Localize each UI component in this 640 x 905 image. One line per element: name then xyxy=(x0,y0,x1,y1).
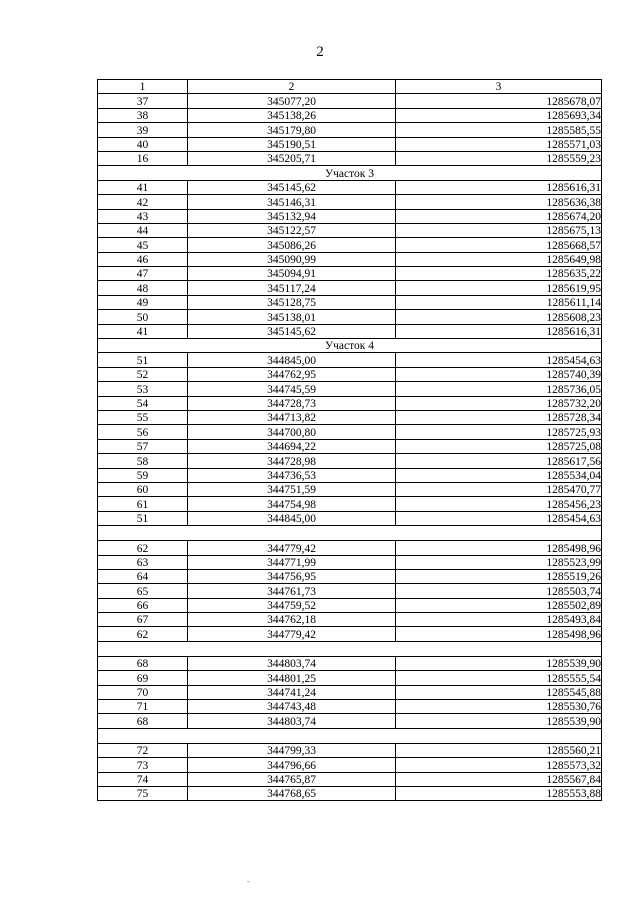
coordinate-x: 345145,62 xyxy=(188,180,396,194)
coordinate-x: 344803,74 xyxy=(188,656,396,670)
point-number: 53 xyxy=(98,382,188,396)
point-number: 46 xyxy=(98,252,188,266)
table-row xyxy=(98,367,602,381)
table-row xyxy=(98,541,602,555)
coordinate-y: 1285456,23 xyxy=(396,497,602,511)
table-row xyxy=(98,671,602,685)
coordinate-x: 344728,98 xyxy=(188,454,396,468)
point-number: 38 xyxy=(98,108,188,122)
coordinate-y: 1285635,22 xyxy=(396,267,602,281)
point-number: 49 xyxy=(98,295,188,309)
blank-row xyxy=(98,526,602,541)
coordinate-x: 345094,91 xyxy=(188,267,396,281)
coordinate-x: 345179,80 xyxy=(188,123,396,137)
coordinate-y: 1285555,54 xyxy=(396,671,602,685)
page-number: 2 xyxy=(316,44,324,60)
point-number: 74 xyxy=(98,772,188,786)
coordinate-y: 1285725,93 xyxy=(396,425,602,439)
table-row xyxy=(98,555,602,569)
table-row xyxy=(98,454,602,468)
coordinate-x: 345077,20 xyxy=(188,94,396,108)
table-row xyxy=(98,656,602,670)
coordinate-y: 1285573,32 xyxy=(396,758,602,772)
coordinate-x: 344745,59 xyxy=(188,382,396,396)
blank-cell xyxy=(98,526,602,541)
coordinate-x: 344759,52 xyxy=(188,598,396,612)
point-number: 43 xyxy=(98,209,188,223)
point-number: 48 xyxy=(98,281,188,295)
section-row xyxy=(98,166,602,180)
coordinate-y: 1285502,89 xyxy=(396,598,602,612)
point-number: 52 xyxy=(98,367,188,381)
point-number: 71 xyxy=(98,700,188,714)
coordinate-y: 1285454,63 xyxy=(396,511,602,525)
coordinate-x: 344762,95 xyxy=(188,367,396,381)
table-row xyxy=(98,281,602,295)
coordinate-x: 345138,26 xyxy=(188,108,396,122)
table-row xyxy=(98,180,602,194)
coordinate-y: 1285636,38 xyxy=(396,195,602,209)
coordinate-y: 1285740,39 xyxy=(396,367,602,381)
point-number: 45 xyxy=(98,238,188,252)
table-row xyxy=(98,758,602,772)
coordinate-y: 1285674,20 xyxy=(396,209,602,223)
coordinate-y: 1285539,90 xyxy=(396,714,602,728)
table-row xyxy=(98,511,602,525)
point-number: 75 xyxy=(98,786,188,800)
header-col-1: 1 xyxy=(98,80,188,94)
table-row xyxy=(98,482,602,496)
coordinate-y: 1285725,08 xyxy=(396,439,602,453)
coordinate-x: 345122,57 xyxy=(188,223,396,237)
point-number: 59 xyxy=(98,468,188,482)
coordinate-y: 1285498,96 xyxy=(396,627,602,641)
coordinate-x: 344845,00 xyxy=(188,353,396,367)
coordinate-y: 1285668,57 xyxy=(396,238,602,252)
coordinate-x: 344765,87 xyxy=(188,772,396,786)
point-number: 65 xyxy=(98,584,188,598)
blank-row xyxy=(98,641,602,656)
point-number: 41 xyxy=(98,324,188,338)
table-row xyxy=(98,252,602,266)
point-number: 37 xyxy=(98,94,188,108)
coordinate-y: 1285539,90 xyxy=(396,656,602,670)
coordinate-y: 1285693,34 xyxy=(396,108,602,122)
table-row xyxy=(98,353,602,367)
section-label: Участок 3 xyxy=(98,166,602,180)
coordinate-x: 344779,42 xyxy=(188,541,396,555)
point-number: 73 xyxy=(98,758,188,772)
coordinate-y: 1285519,26 xyxy=(396,569,602,583)
point-number: 54 xyxy=(98,396,188,410)
point-number: 44 xyxy=(98,223,188,237)
table-row xyxy=(98,425,602,439)
blank-cell xyxy=(98,641,602,656)
point-number: 62 xyxy=(98,627,188,641)
coordinate-x: 344700,80 xyxy=(188,425,396,439)
point-number: 68 xyxy=(98,656,188,670)
coordinate-x: 344761,73 xyxy=(188,584,396,598)
point-number: 56 xyxy=(98,425,188,439)
table-row xyxy=(98,123,602,137)
point-number: 57 xyxy=(98,439,188,453)
point-number: 68 xyxy=(98,714,188,728)
coordinate-y: 1285649,98 xyxy=(396,252,602,266)
table-row xyxy=(98,238,602,252)
coordinate-x: 344768,65 xyxy=(188,786,396,800)
point-number: 50 xyxy=(98,310,188,324)
coordinates-table xyxy=(97,79,602,801)
table-row xyxy=(98,439,602,453)
coordinate-y: 1285619,95 xyxy=(396,281,602,295)
point-number: 39 xyxy=(98,123,188,137)
table-row xyxy=(98,94,602,108)
table-row xyxy=(98,195,602,209)
coordinate-y: 1285585,55 xyxy=(396,123,602,137)
point-number: 55 xyxy=(98,410,188,424)
table-row xyxy=(98,108,602,122)
coordinate-x: 344803,74 xyxy=(188,714,396,728)
table-row xyxy=(98,743,602,757)
table-header xyxy=(98,80,602,94)
point-number: 41 xyxy=(98,180,188,194)
coordinate-y: 1285678,07 xyxy=(396,94,602,108)
point-number: 70 xyxy=(98,685,188,699)
coordinate-x: 344736,53 xyxy=(188,468,396,482)
point-number: 72 xyxy=(98,743,188,757)
table-row xyxy=(98,468,602,482)
point-number: 60 xyxy=(98,482,188,496)
coordinate-x: 345086,26 xyxy=(188,238,396,252)
coordinate-x: 345190,51 xyxy=(188,137,396,151)
coordinate-x: 345205,71 xyxy=(188,151,396,165)
coordinate-x: 345145,62 xyxy=(188,324,396,338)
table-row xyxy=(98,584,602,598)
point-number: 63 xyxy=(98,555,188,569)
coordinate-x: 345138,01 xyxy=(188,310,396,324)
coordinate-y: 1285675,13 xyxy=(396,223,602,237)
table-row xyxy=(98,700,602,714)
section-label: Участок 4 xyxy=(98,339,602,353)
coordinate-x: 344754,98 xyxy=(188,497,396,511)
point-number: 16 xyxy=(98,151,188,165)
coordinate-x: 345117,24 xyxy=(188,281,396,295)
coordinate-y: 1285608,23 xyxy=(396,310,602,324)
coordinate-y: 1285530,76 xyxy=(396,700,602,714)
coordinate-x: 344801,25 xyxy=(188,671,396,685)
coordinate-x: 344751,59 xyxy=(188,482,396,496)
table-row xyxy=(98,685,602,699)
point-number: 69 xyxy=(98,671,188,685)
section-row xyxy=(98,339,602,353)
table-row xyxy=(98,295,602,309)
coordinate-x: 345090,99 xyxy=(188,252,396,266)
coordinate-x: 344762,18 xyxy=(188,613,396,627)
coordinate-x: 345132,94 xyxy=(188,209,396,223)
point-number: 40 xyxy=(98,137,188,151)
coordinate-x: 344694,22 xyxy=(188,439,396,453)
table-row xyxy=(98,396,602,410)
table-row xyxy=(98,410,602,424)
point-number: 47 xyxy=(98,267,188,281)
coordinate-y: 1285498,96 xyxy=(396,541,602,555)
coordinate-y: 1285534,04 xyxy=(396,468,602,482)
point-number: 42 xyxy=(98,195,188,209)
coordinate-x: 344771,99 xyxy=(188,555,396,569)
coordinate-y: 1285454,63 xyxy=(396,353,602,367)
coordinate-x: 344796,66 xyxy=(188,758,396,772)
table-row xyxy=(98,569,602,583)
coordinate-x: 344845,00 xyxy=(188,511,396,525)
table-row xyxy=(98,627,602,641)
table-row xyxy=(98,310,602,324)
point-number: 64 xyxy=(98,569,188,583)
table-row xyxy=(98,137,602,151)
coordinate-x: 345146,31 xyxy=(188,195,396,209)
coordinate-y: 1285523,99 xyxy=(396,555,602,569)
coordinate-y: 1285559,23 xyxy=(396,151,602,165)
point-number: 61 xyxy=(98,497,188,511)
point-number: 58 xyxy=(98,454,188,468)
point-number: 51 xyxy=(98,511,188,525)
coordinate-y: 1285493,84 xyxy=(396,613,602,627)
table-row xyxy=(98,772,602,786)
table-row xyxy=(98,786,602,800)
coordinate-y: 1285553,88 xyxy=(396,786,602,800)
coordinate-y: 1285732,20 xyxy=(396,396,602,410)
point-number: 51 xyxy=(98,353,188,367)
coordinate-x: 344713,82 xyxy=(188,410,396,424)
footer-mark: - xyxy=(247,877,250,886)
table-row xyxy=(98,382,602,396)
table-row xyxy=(98,598,602,612)
coordinate-y: 1285617,56 xyxy=(396,454,602,468)
coordinate-x: 344779,42 xyxy=(188,627,396,641)
table-row xyxy=(98,613,602,627)
coordinate-y: 1285545,88 xyxy=(396,685,602,699)
table-row xyxy=(98,267,602,281)
coordinate-y: 1285470,77 xyxy=(396,482,602,496)
table-row xyxy=(98,714,602,728)
header-col-3: 3 xyxy=(396,80,602,94)
table-row xyxy=(98,223,602,237)
point-number: 62 xyxy=(98,541,188,555)
table-row xyxy=(98,151,602,165)
table-body xyxy=(98,94,602,801)
coordinate-y: 1285611,14 xyxy=(396,295,602,309)
point-number: 67 xyxy=(98,613,188,627)
point-number: 66 xyxy=(98,598,188,612)
table-row xyxy=(98,209,602,223)
coordinate-y: 1285728,34 xyxy=(396,410,602,424)
coordinate-x: 344799,33 xyxy=(188,743,396,757)
coordinate-y: 1285571,03 xyxy=(396,137,602,151)
coordinate-y: 1285616,31 xyxy=(396,324,602,338)
blank-row xyxy=(98,728,602,743)
blank-cell xyxy=(98,728,602,743)
coordinate-y: 1285503,74 xyxy=(396,584,602,598)
table-row xyxy=(98,324,602,338)
coordinate-y: 1285567,84 xyxy=(396,772,602,786)
coordinate-y: 1285616,31 xyxy=(396,180,602,194)
coordinate-x: 344741,24 xyxy=(188,685,396,699)
coordinate-x: 344728,73 xyxy=(188,396,396,410)
coordinate-y: 1285560,21 xyxy=(396,743,602,757)
coordinate-y: 1285736,05 xyxy=(396,382,602,396)
coordinate-x: 344756,95 xyxy=(188,569,396,583)
coordinate-x: 345128,75 xyxy=(188,295,396,309)
table-row xyxy=(98,497,602,511)
coordinate-x: 344743,48 xyxy=(188,700,396,714)
header-row xyxy=(98,80,602,94)
header-col-2: 2 xyxy=(188,80,396,94)
